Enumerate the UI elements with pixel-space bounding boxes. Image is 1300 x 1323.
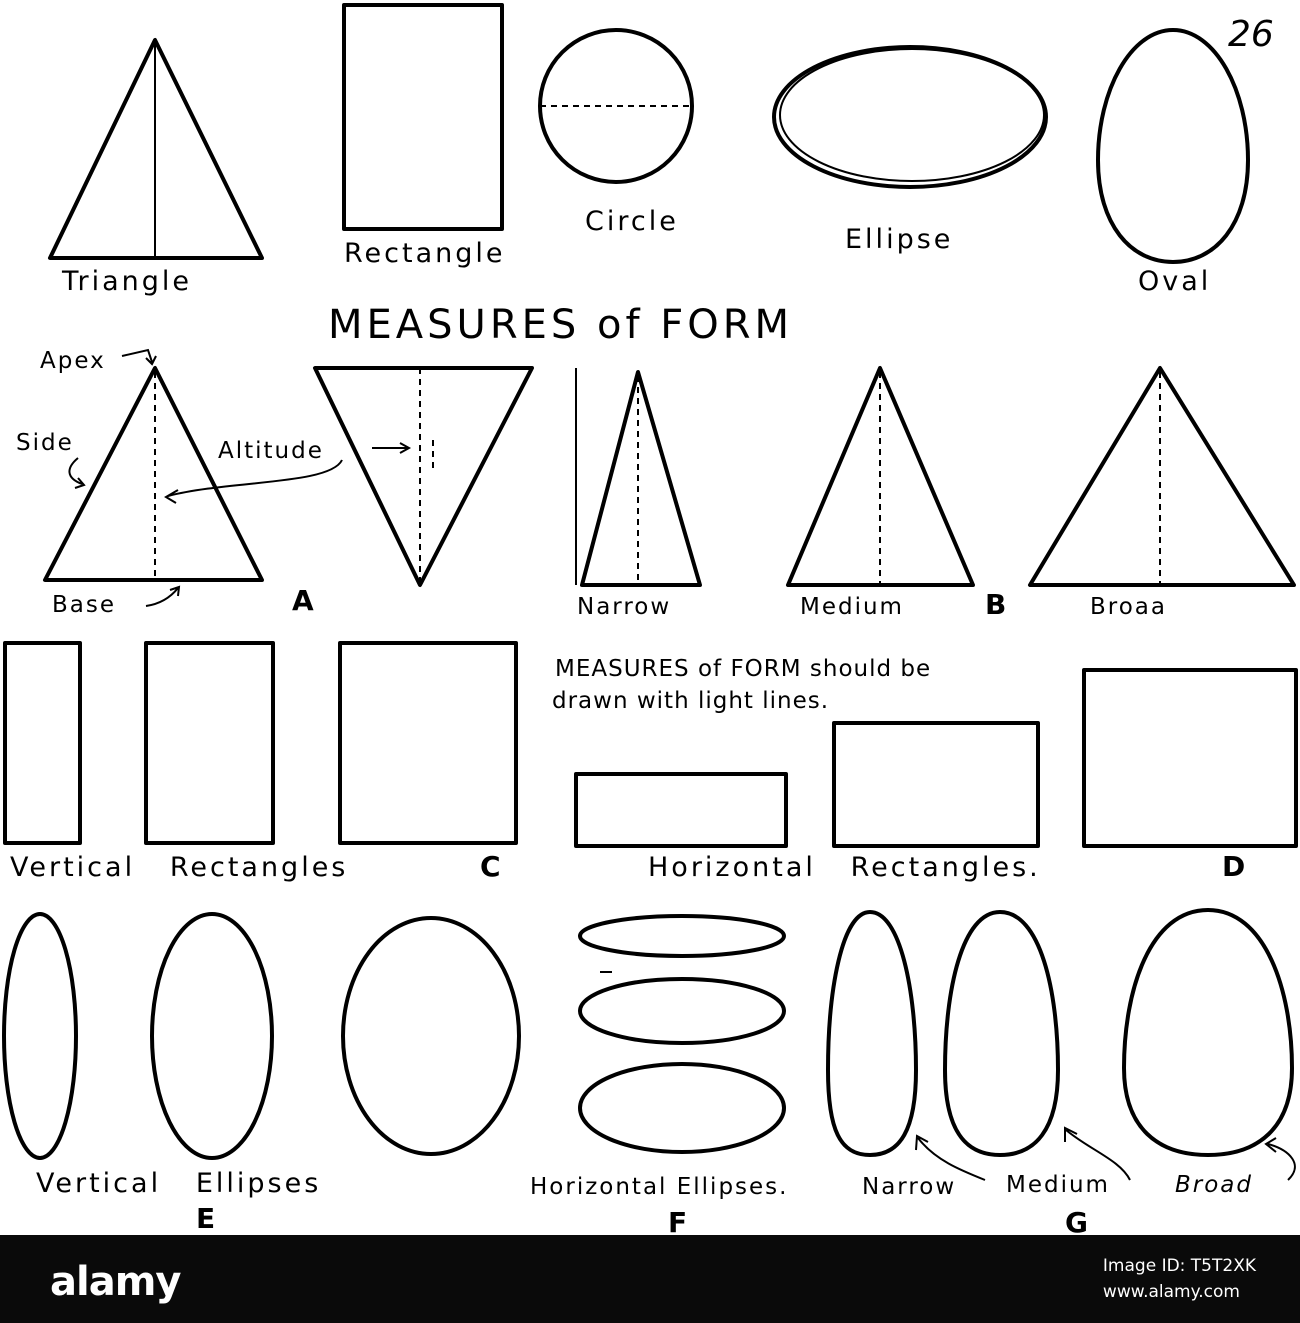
oval-shape [1098,30,1248,262]
section-f-letter: F [668,1206,688,1235]
broad-vertical-rectangle [340,643,516,843]
stock-logo: alamy [50,1259,181,1305]
broad-oval-arrow [1266,1138,1295,1180]
ellipse-label: Ellipse [845,224,954,255]
oval-broad-label: Broad [1175,1172,1254,1198]
section-e-letter: E [196,1202,216,1235]
section-a-letter: A [292,584,314,617]
note-line-1: MEASURES of FORM should be [555,656,932,682]
vertical-rectangles-caption: Vertical Rectangles [10,852,349,883]
horizontal-rectangles-caption: Horizontal Rectangles. [648,852,1041,883]
circle-label: Circle [585,206,679,237]
labeled-triangle-shape [45,368,262,580]
vertical-ellipses-caption: Vertical Ellipses [36,1168,322,1199]
oval-medium-label: Medium [1006,1172,1110,1198]
narrow-horizontal-rectangle [576,774,786,846]
medium-horizontal-rectangle [834,723,1038,846]
section-c-letter: C [480,850,501,883]
section-b-letter: B [985,588,1007,621]
section-d-letter: D [1222,850,1246,883]
section-g-letter: G [1065,1206,1088,1235]
page-title: MEASURES of FORM [328,302,794,348]
altitude-label: Altitude [218,438,324,464]
triangle-label: Triangle [62,266,193,297]
broad-label: Broaa [1090,594,1167,620]
oval-label: Oval [1138,266,1212,297]
medium-vertical-ellipse [152,914,272,1158]
medium-vertical-rectangle [146,643,273,843]
altitude-arrow-right [372,443,409,453]
broad-oval-shape [1124,910,1292,1155]
broad-horizontal-ellipse [580,1064,784,1152]
base-label: Base [52,592,117,618]
narrow-horizontal-ellipse [580,916,784,956]
broad-triangle-shape [1030,368,1294,585]
base-arrow [146,587,179,606]
narrow-triangle-shape [582,372,700,585]
horizontal-ellipses-caption: Horizontal Ellipses. [530,1174,789,1200]
apex-arrow [122,350,156,364]
broad-horizontal-rectangle [1084,670,1296,846]
inverted-triangle-shape [315,368,532,585]
ellipse-sketch-line [780,49,1044,181]
narrow-oval-shape [828,912,916,1155]
rectangle-label: Rectangle [344,238,506,269]
apex-label: Apex [40,348,106,374]
altitude-arrow-left [166,460,342,503]
oval-narrow-label: Narrow [862,1174,957,1200]
rectangle-shape [344,5,502,229]
stock-image-id [1103,1253,1256,1305]
side-arrow [69,458,84,488]
medium-horizontal-ellipse [580,979,784,1043]
narrow-label: Narrow [577,594,672,620]
broad-vertical-ellipse [343,918,519,1154]
narrow-vertical-ellipse [4,914,76,1158]
medium-oval-shape [945,912,1058,1155]
medium-label: Medium [800,594,904,620]
page-number: 26 [1228,14,1274,55]
narrow-vertical-rectangle [5,643,80,843]
side-label: Side [16,430,74,456]
stock-footer-bar [0,1235,1300,1323]
note-line-2: drawn with light lines. [552,688,830,714]
site-url-text: www.alamy.com [1102,1282,1240,1302]
image-id-text: Image ID: T5T2XK [1102,1256,1256,1276]
